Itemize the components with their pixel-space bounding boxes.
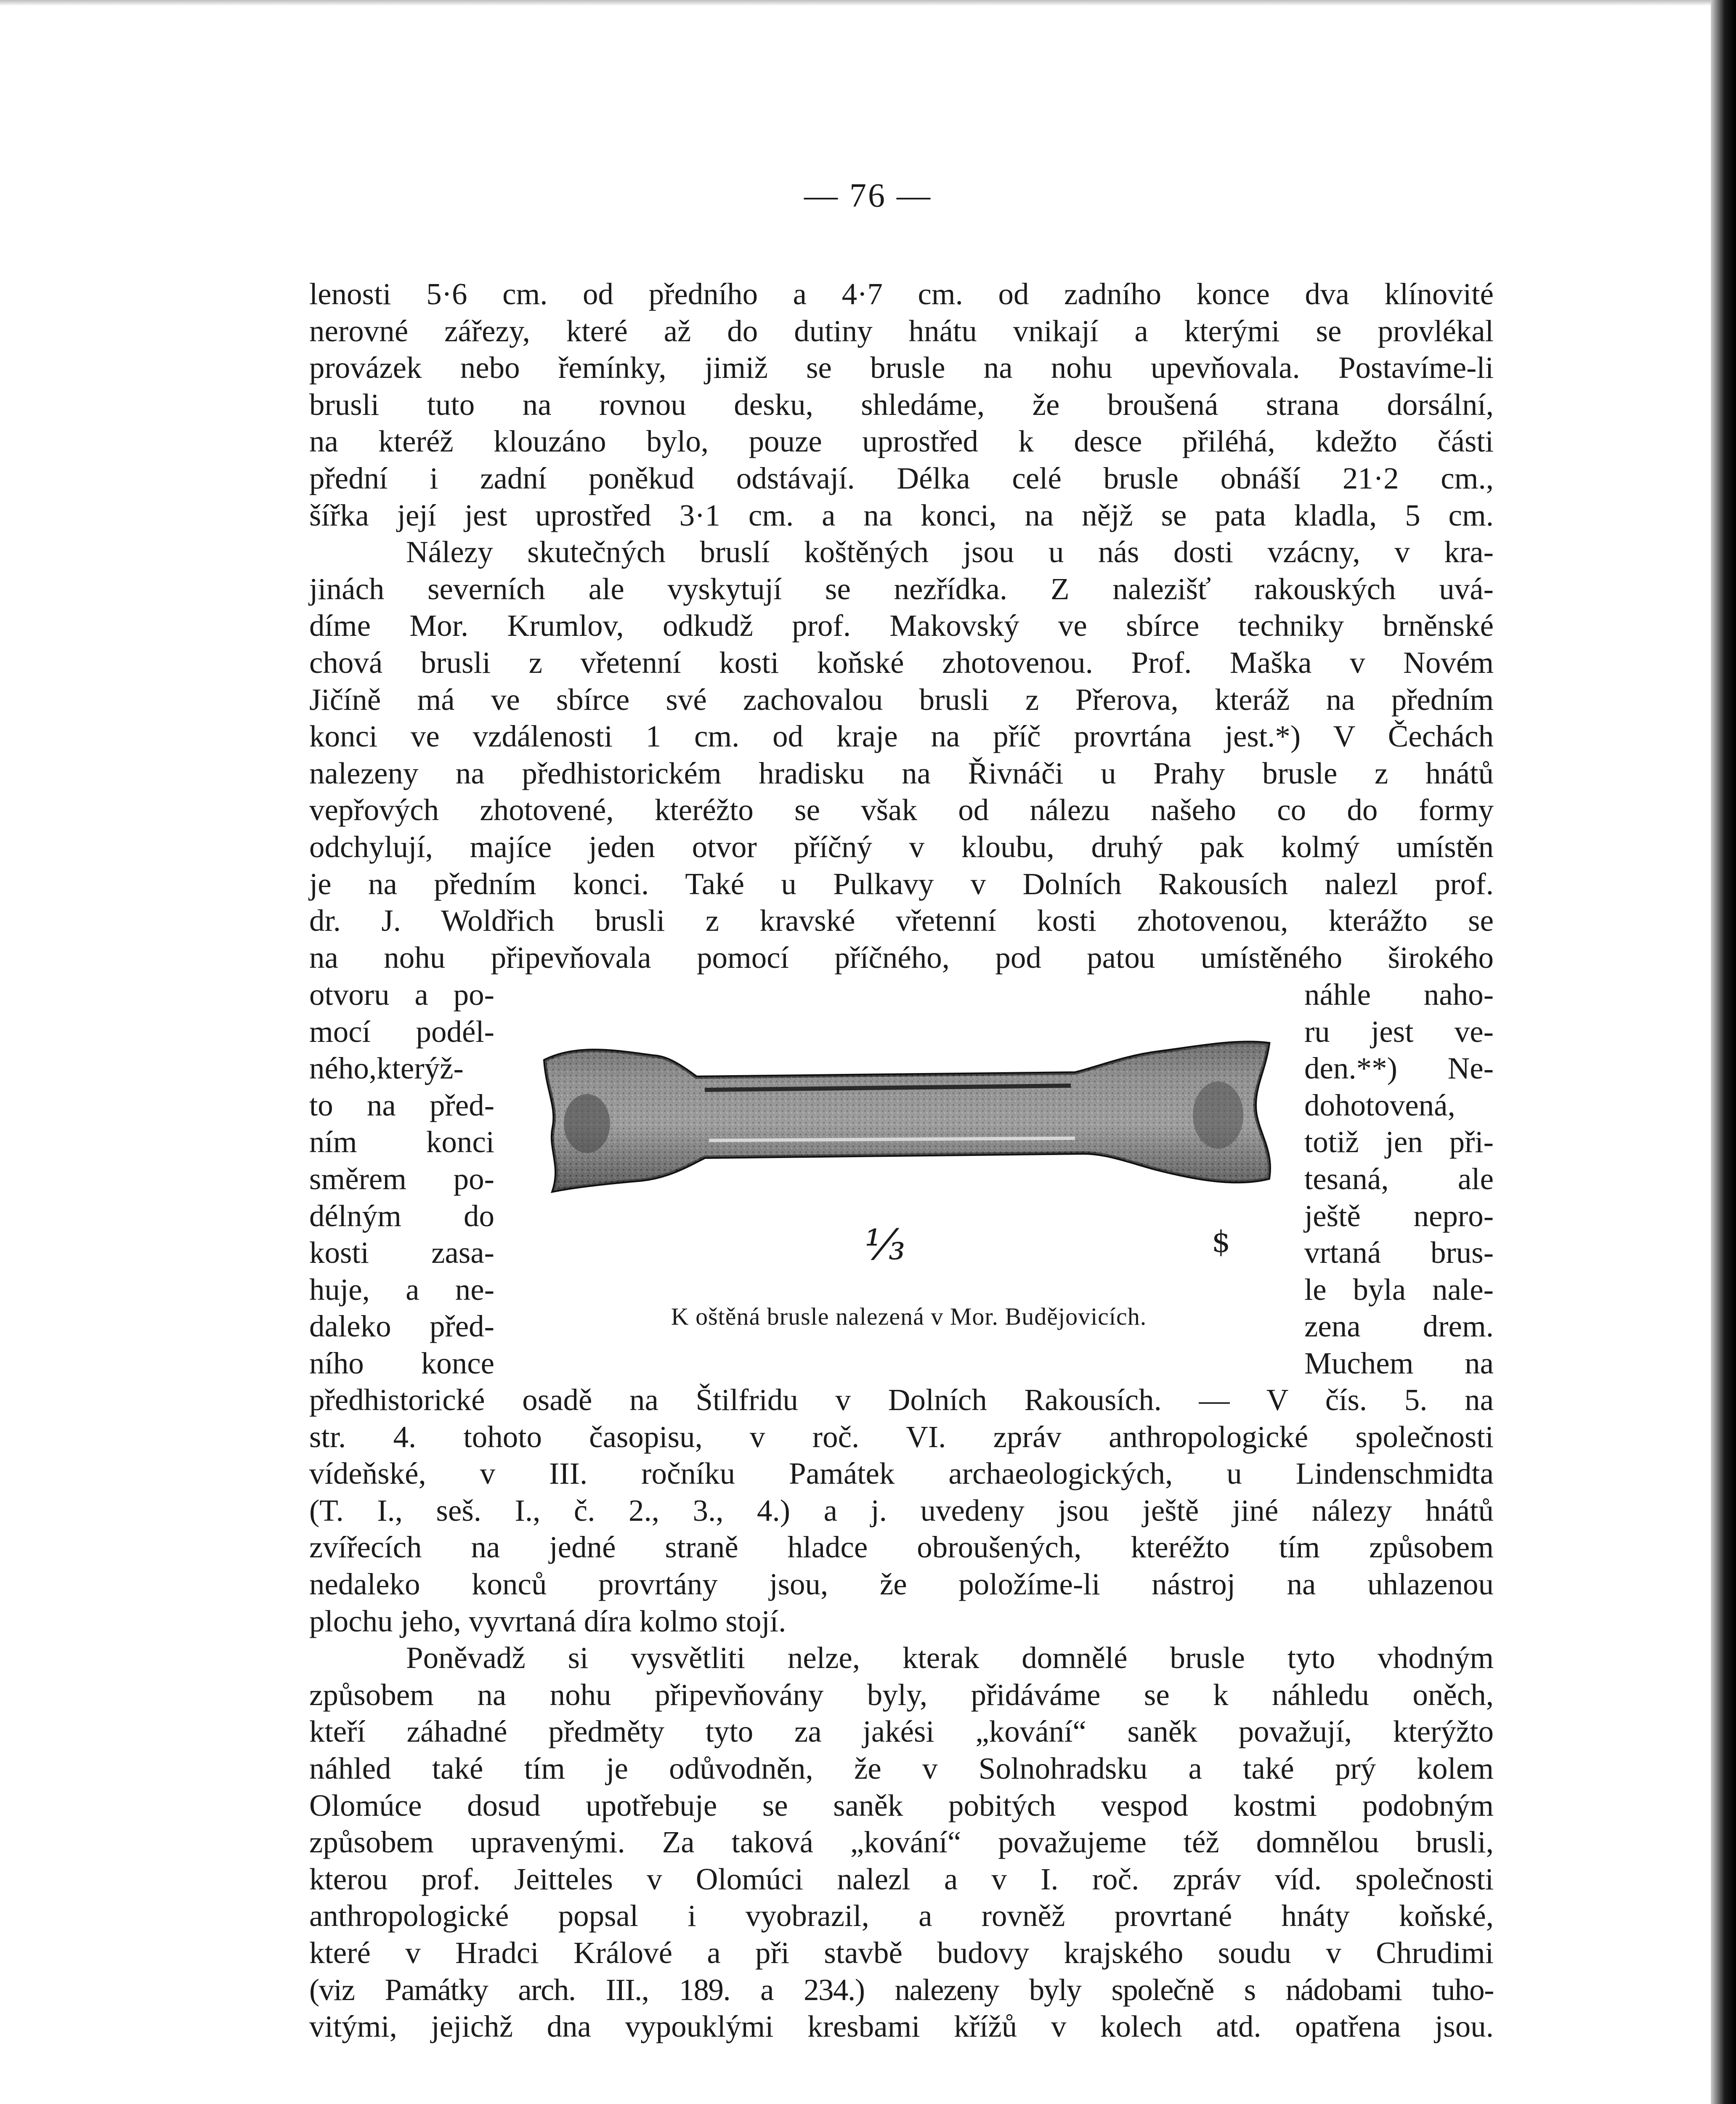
text-line: daleko před- xyxy=(309,1309,494,1344)
figure-caption: K oštěná brusle nalezená v Mor. Budějovicích. xyxy=(671,1303,1147,1330)
scale-label: ⅓ xyxy=(865,1220,905,1270)
text-line: dr. J. Woldřich brusli z kravské vřetenní kosti zhotovenou, kterážto se xyxy=(309,903,1494,938)
wrap-text-left xyxy=(309,976,494,1382)
text-line: ního konce xyxy=(309,1346,494,1380)
text-line: nedaleko konců provrtány jsou, že položíme-li nástroj na uhlazenou xyxy=(309,1567,1494,1601)
text-line: které v Hradci Králové a při stavbě budovy krajského soudu v Chrudimi xyxy=(309,1935,1494,1970)
text-line: náhle naho- xyxy=(1304,978,1494,1012)
text-line: Muchem na xyxy=(1304,1346,1494,1380)
scan-edge-right xyxy=(1711,0,1736,2104)
text-line: způsobem upravenými. Za taková „kování“ považujeme též domnělou brusli, xyxy=(309,1825,1494,1860)
text-line: díme Mor. Krumlov, odkudž prof. Makovský ve sbírce techniky brněnské xyxy=(309,608,1494,643)
text-line: anthropologické popsal i vyobrazil, a rovněž provrtané hnáty koňské, xyxy=(309,1899,1494,1933)
text-line: předhistorické osadě na Štilfridu v Dolních Rakousích. — V čís. 5. na xyxy=(309,1383,1494,1417)
text-line: mocí podél- xyxy=(309,1014,494,1049)
text-line: huje, a ne- xyxy=(309,1272,494,1307)
text-line: zena drem. xyxy=(1304,1309,1494,1344)
text-line: Olomúce dosud upotřebuje se saněk pobitých vespod kostmi podobným xyxy=(309,1788,1494,1822)
text-line: ného,kterýž- xyxy=(309,1051,464,1086)
text-line: na kteréž klouzáno bylo, pouze uprostřed k desce přiléhá, kdežto části xyxy=(309,424,1494,459)
wrap-text-right xyxy=(1304,976,1494,1382)
text-line: le byla nale- xyxy=(1304,1272,1494,1307)
text-line: náhled také tím je odůvodněn, že v Solnohradsku a také prý kolem xyxy=(309,1751,1494,1785)
text-line: směrem po- xyxy=(309,1161,494,1196)
text-line: šířka její jest uprostřed 3·1 cm. a na konci, na nějž se pata kladla, 5 cm. xyxy=(309,498,1494,532)
text-line: konci ve vzdálenosti 1 cm. od kraje na příč provrtána jest.*) V Čechách xyxy=(309,719,1494,754)
text-line: Poněvadž si vysvětliti nelze, kterak domnělé brusle tyto vhodným xyxy=(406,1641,1494,1675)
text-line: provázek nebo řemínky, jimiž se brusle na nohu upevňovala. Postavíme-li xyxy=(309,351,1494,385)
text-line: kteří záhadné předměty tyto za jakési „kování“ saněk považují, kterýžto xyxy=(309,1714,1494,1749)
text-line: vídeňské, v III. ročníku Památek archaeologických, u Lindenschmidta xyxy=(309,1456,1494,1491)
text-line: brusli tuto na rovnou desku, shledáme, že broušená strana dorsální, xyxy=(309,387,1494,422)
text-line: délným do xyxy=(309,1198,494,1233)
text-line: na nohu připevňovala pomocí příčného, pod patou umístěného širokého xyxy=(309,940,1494,975)
text-line: str. 4. tohoto časopisu, v roč. VI. zpráv anthropologické společnosti xyxy=(309,1419,1494,1454)
text-line: odchylují, majíce jeden otvor příčný v kloubu, druhý pak kolmý umístěn xyxy=(309,829,1494,864)
text-line: je na předním konci. Také u Pulkavy v Dolních Rakousích nalezl prof. xyxy=(309,866,1494,901)
text-line: způsobem na nohu připevňovány byly, přidáváme se k náhledu oněch, xyxy=(309,1677,1494,1712)
body-text-top xyxy=(309,276,1494,976)
text-line: totiž jen při- xyxy=(1304,1125,1494,1159)
text-line: nalezeny na předhistorickém hradisku na Řivnáči u Prahy brusle z hnátů xyxy=(309,756,1494,790)
body-text-bottom xyxy=(309,1381,1494,2045)
text-line: jinách severních ale vyskytují se nezřídka. Z nalezišť rakouských uvá- xyxy=(309,571,1494,606)
text-line: kterou prof. Jeitteles v Olomúci nalezl a v I. roč. zpráv víd. společnosti xyxy=(309,1862,1494,1896)
text-line: to na před- xyxy=(309,1088,494,1122)
text-line: zvířecích na jedné straně hladce obroušených, kteréžto tím způsobem xyxy=(309,1530,1494,1565)
text-line: Nálezy skutečných bruslí koštěných jsou u nás dosti vzácny, v kra- xyxy=(406,535,1494,569)
text-line: chová brusli z vřetenní kosti koňské zhotovenou. Prof. Maška v Novém xyxy=(309,645,1494,680)
text-line: nerovné zářezy, které až do dutiny hnátu vnikají a kterými se provlékal xyxy=(309,313,1494,348)
scan-edge-top xyxy=(0,0,1736,6)
text-line: přední i zadní poněkud odstávají. Délka celé brusle obnáší 21·2 cm., xyxy=(309,461,1494,495)
bone-skate-figure xyxy=(528,1027,1285,1288)
text-line: ru jest ve- xyxy=(1304,1014,1494,1049)
bone-skate-illustration xyxy=(528,1027,1285,1288)
page-number: — 76 — xyxy=(804,177,932,214)
text-line: dohotovená, xyxy=(1304,1088,1455,1122)
text-line: kosti zasa- xyxy=(309,1235,494,1270)
text-line: ještě nepro- xyxy=(1304,1198,1494,1233)
text-line: vrtaná brus- xyxy=(1304,1235,1494,1270)
text-line: tesaná, ale xyxy=(1304,1161,1494,1196)
text-line: vepřových zhotovené, kteréžto se však od nálezu našeho co do formy xyxy=(309,793,1494,827)
figure-mark: $ xyxy=(1212,1225,1231,1259)
text-line: plochu jeho, vyvrtaná díra kolmo stojí. xyxy=(309,1604,786,1638)
text-line: vitými, jejichž dna vypouklými kresbami křížů v kolech atd. opatřena jsou. xyxy=(309,2009,1494,2044)
text-line: Jičíně má ve sbírce své zachovalou brusli z Přerova, kteráž na předním xyxy=(309,682,1494,717)
text-line: den.**) Ne- xyxy=(1304,1051,1494,1086)
text-line: (viz Památky arch. III., 189. a 234.) nalezeny byly společně s nádobami tuho- xyxy=(309,1972,1494,2007)
text-line: lenosti 5·6 cm. od předního a 4·7 cm. od zadního konce dva klínovité xyxy=(309,277,1494,311)
text-line: ním konci xyxy=(309,1125,494,1159)
text-line: otvoru a po- xyxy=(309,978,494,1012)
text-line: (T. I., seš. I., č. 2., 3., 4.) a j. uvedeny jsou ještě jiné nálezy hnátů xyxy=(309,1493,1494,1528)
